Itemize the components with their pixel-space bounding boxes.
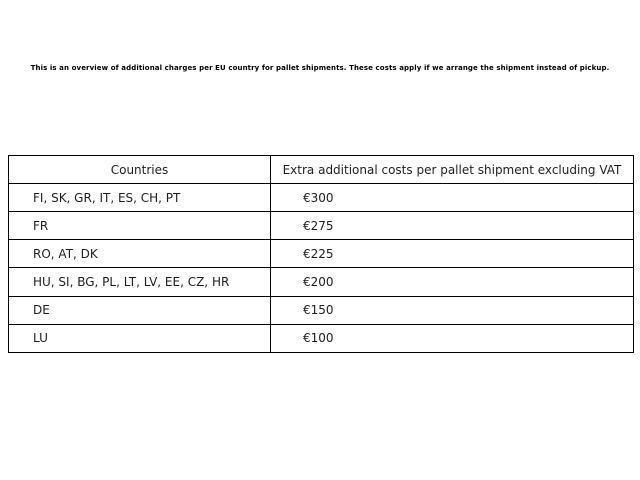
column-header-countries: Countries <box>9 156 271 184</box>
table-row <box>9 212 634 240</box>
cost-cell: €300 <box>271 184 634 212</box>
table-row <box>9 240 634 268</box>
countries-cell: FR <box>9 212 271 240</box>
countries-cell: LU <box>9 324 271 352</box>
cost-cell: €275 <box>271 212 634 240</box>
cost-cell: €100 <box>271 324 634 352</box>
column-header-costs: Extra additional costs per pallet shipment excluding VAT <box>271 156 634 184</box>
countries-cell: HU, SI, BG, PL, LT, LV, EE, CZ, HR <box>9 268 271 296</box>
figure-caption: This is an overview of additional charges per EU country for pallet shipments. These costs apply if we arrange the shipment instead of pickup. <box>30 64 610 72</box>
table-row <box>9 184 634 212</box>
countries-cell: DE <box>9 296 271 324</box>
table-row <box>9 324 634 352</box>
charges-table <box>8 155 634 353</box>
table-row <box>9 296 634 324</box>
countries-cell: FI, SK, GR, IT, ES, CH, PT <box>9 184 271 212</box>
cost-cell: €225 <box>271 240 634 268</box>
countries-cell: RO, AT, DK <box>9 240 271 268</box>
cost-cell: €200 <box>271 268 634 296</box>
header-row <box>9 156 634 184</box>
table-header <box>9 156 634 184</box>
table-row <box>9 268 634 296</box>
table-body <box>9 184 634 353</box>
cost-cell: €150 <box>271 296 634 324</box>
